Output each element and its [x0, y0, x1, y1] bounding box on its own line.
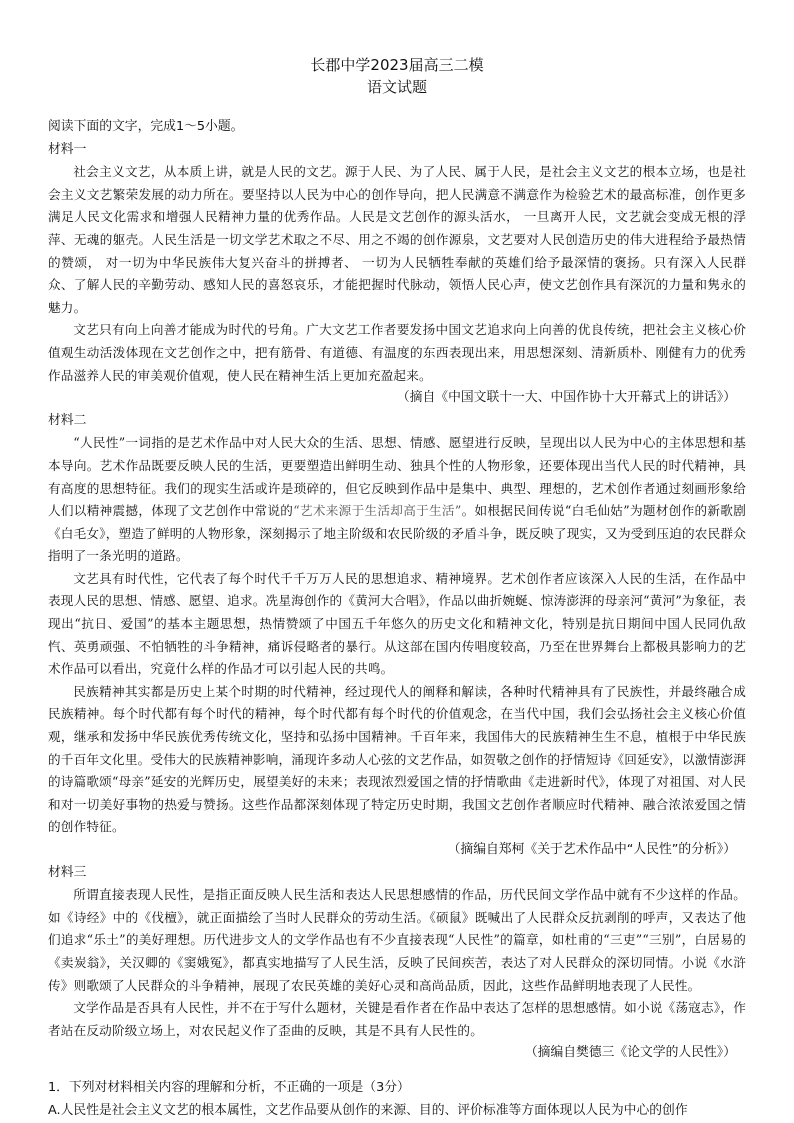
material1-source: （摘自《中国文联十一大、中国作协十大开幕式上的讲话》）	[396, 390, 736, 406]
question-1-stem: 1．下列对材料相关内容的理解和分析，不正确的一项是（3分）	[48, 1079, 410, 1095]
question-1-option-a: A.人民性是社会主义文艺的根本属性，文艺作品要从创作的来源、目的、评价标准等方面体现以人民为中心的创作	[48, 1102, 688, 1118]
material2-source: （摘编自郑柯《关于艺术作品中“人民性”的分析》）	[447, 842, 736, 857]
material3-label: 材料三	[48, 864, 87, 880]
material2-label: 材料二	[48, 412, 87, 428]
material1-paragraph: 文艺只有向上向善才能成为时代的号角。广大文艺工作者要发扬中国文艺追求向上向善的优良传统，把社会主义核心价值观生动活泼体现在文艺创作之中，把有筋骨、有道德、有温度的东西表现出来，用思想深刻、清新质朴、刚健有力的优秀作品滋养人民的审美观价值观，使人民在精神生活上更加充盈起来。	[48, 322, 746, 383]
material2-text: “人民性”一词指的是艺术作品中对人民大众的生活、思想、情感、愿望进行反映，呈现出以人民为中心的主体思想和基本导向。艺术作品既要反映人民的生活，更要塑造出鲜明生动、独具个性的人物形象，还要体现出当代人民的时代精神，具有高度的思想特征。我们的现实生活或许是琐碎的，但它反映到作品中是集中、典型、理想的，艺术创作者通过刻画形象给人们以精神震撼，体现了文艺创作中常说的	[48, 435, 746, 519]
reading-instruction: 阅读下面的文字，完成1～5小题。	[48, 119, 244, 134]
material1-paragraph: 社会主义文艺，从本质上讲，就是人民的文艺。源于人民、为了人民、属于人民，是社会主义文艺的根本立场，也是社会主义文艺繁荣发展的动力所在。要坚持以人民为中心的创作导向，把人民满意不满意作为检验艺术的最高标准，创作更多满足人民文化需求和增强人民精神力量的优秀作品。人民是文艺创作的源头活水， 一旦离开人民，文艺就会变成无根的浮萍、无魂的躯壳。人民生活是一切文学艺术取之不尽、用之不竭的创作源泉，文艺要对人民创造历史的伟大进程给予最热情的赞颂， 对一切为中华民族伟大复兴奋斗的拼搏者、 一切为人民牺牲奉献的英雄们给予最深情的褒扬。只有深入人民群众、了解人民的辛勤劳动、感知人民的喜怒哀乐，才能把握时代脉动，领悟人民心声，使文艺创作具有深沉的力量和隽永的魅力。	[48, 164, 746, 315]
material2-text: 。如根据民间传说“白毛仙姑”为题材创作的新歌剧《白毛女》，塑造了鲜明的人物形象，深刻揭示了地主阶级和农民阶级的矛盾斗争，既反映了现实，又为受到压迫的农民群众指明了一条光明的道路。	[48, 503, 746, 564]
material1-label: 材料一	[48, 141, 87, 157]
material3-source: （摘编自樊德三《论文学的人民性》）	[524, 1045, 736, 1061]
material3-paragraph: 文学作品是否具有人民性，并不在于写什么题材，关键是看作者在作品中表达了怎样的思想感情。如小说《荡寇志》，作者站在反动阶级立场上，对农民起义作了歪曲的反映，其是不具有人民性的。	[48, 1000, 746, 1038]
material2-paragraph: 民族精神其实都是历史上某个时期的时代精神，经过现代人的阐释和解读，各种时代精神具有了民族性，并最终融合成民族精神。每个时代都有每个时代的精神，每个时代都有每个时代的价值观念，在当代中国，我们会弘扬社会主义核心价值观，继承和发扬中华民族优秀传统文化，坚持和弘扬中国精神。千百年来，我国伟大的民族精神生生不息，植根于中华民族的千百年文化里。受伟大的民族精神影响，涌现许多动人心弦的文艺作品，如贺敬之创作的抒情短诗《回延安》，以激情澎湃的诗篇歌颂“母亲”延安的光辉历史，展望美好的未来；表现浓烈爱国之情的抒情歌曲《走进新时代》，体现了对祖国、对人民和对一切美好事物的热爱与赞扬。这些作品都深刻体现了特定历史时期，我国文艺创作者顺应时代精神、融合浓浓爱国之情的创作特征。	[48, 683, 746, 835]
material2-paragraph	[48, 432, 746, 568]
highlighted-quote: “艺术来源于生活却高于生活”	[293, 503, 462, 519]
exam-title: 长郡中学2023届高三二模	[310, 56, 484, 74]
exam-subtitle: 语文试题	[366, 78, 427, 96]
material3-paragraph: 所谓直接表现人民性，是指正面反映人民生活和表达人民思想感情的作品，历代民间文学作品中就有不少这样的作品。如《诗经》中的《伐檀》，就正面描绘了当时人民群众的劳动生活。《硕鼠》既喊出了人民群众反抗剥削的呼声，又表达了他们追求“乐土”的美好理想。历代进步文人的文学作品也有不少直接表现“人民性”的篇章，如杜甫的“三吏”“三别”，白居易的《卖炭翁》，关汉卿的《窦娥冤》，都真实地描写了人民生活，反映了民间疾苦，表达了对人民群众的深切同情。小说《水浒传》则歌颂了人民群众的斗争精神，展现了农民英雄的美好心灵和高尚品质，因此，这些作品鲜明地表现了人民性。	[48, 887, 746, 993]
material2-paragraph: 文艺具有时代性，它代表了每个时代千千万万人民的思想追求、精神境界。艺术创作者应该深入人民的生活，在作品中表现人民的思想、情感、愿望、追求。冼星海创作的《黄河大合唱》，作品以曲折婉蜒、惊涛澎湃的母亲河“黄河”为象征，表现出“抗日、爱国”的基本主题思想，热情赞颂了中国五千年悠久的历史文化和精神文化，特别是抗日期间中国人民同仇敌忾、英勇顽强、不怕牺牲的斗争精神，痛诉侵略者的暴行。从这部在国内传唱度较高，乃至在世界舞台上都极具影响力的艺术作品可以看出，究竟什么样的作品才可以引起人民的共鸣。	[48, 570, 746, 677]
